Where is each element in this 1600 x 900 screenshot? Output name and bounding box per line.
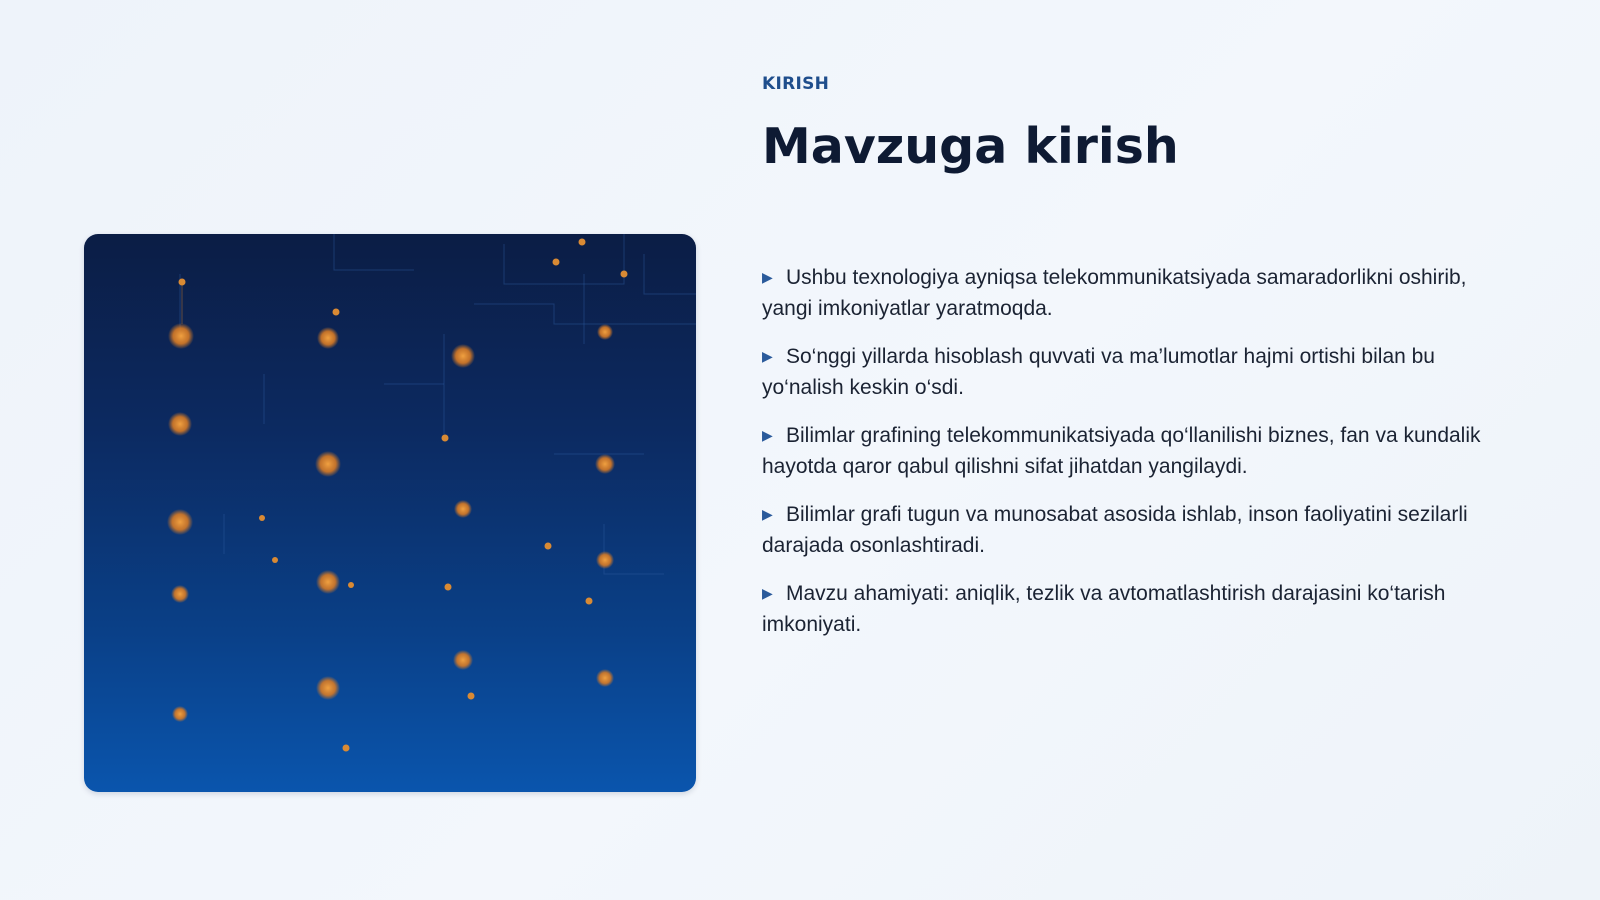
triangle-bullet-icon: ▶ bbox=[762, 506, 773, 522]
bullet-item bbox=[762, 341, 1522, 403]
triangle-bullet-icon: ▶ bbox=[762, 427, 773, 443]
triangle-bullet-icon: ▶ bbox=[762, 269, 773, 285]
bullet-text: Ushbu texnologiya ayniqsa telekommunikatsiyada samaradorlikni oshirib, yangi imkoniyatlar yaratmoqda. bbox=[762, 266, 1467, 320]
bullet-item bbox=[762, 499, 1522, 561]
network-illustration bbox=[84, 234, 696, 792]
bullet-item bbox=[762, 420, 1522, 482]
bullet-text: So‘nggi yillarda hisoblash quvvati va ma’lumotlar hajmi ortishi bilan bu yo‘nalish keskin o‘sdi. bbox=[762, 345, 1435, 399]
section-label: KIRISH bbox=[762, 74, 830, 94]
triangle-bullet-icon: ▶ bbox=[762, 348, 773, 364]
network-nodes bbox=[167, 239, 628, 752]
bullet-item bbox=[762, 262, 1522, 324]
triangle-bullet-icon: ▶ bbox=[762, 585, 773, 601]
slide-title: Mavzuga kirish bbox=[762, 118, 1179, 175]
bullet-list bbox=[762, 262, 1522, 657]
circuit-lines bbox=[180, 234, 696, 574]
network-graphic bbox=[84, 234, 696, 792]
bullet-text: Mavzu ahamiyati: aniqlik, tezlik va avtomatlashtirish darajasini ko‘tarish imkoniyati. bbox=[762, 582, 1446, 636]
bullet-text: Bilimlar grafi tugun va munosabat asosida ishlab, inson faoliyatini sezilarli darajada osonlashtiradi. bbox=[762, 503, 1468, 557]
bullet-text: Bilimlar grafining telekommunikatsiyada qo‘llanilishi biznes, fan va kundalik hayotda qaror qabul qilishni sifat jihatdan yangilaydi. bbox=[762, 424, 1481, 478]
bullet-item bbox=[762, 578, 1522, 640]
